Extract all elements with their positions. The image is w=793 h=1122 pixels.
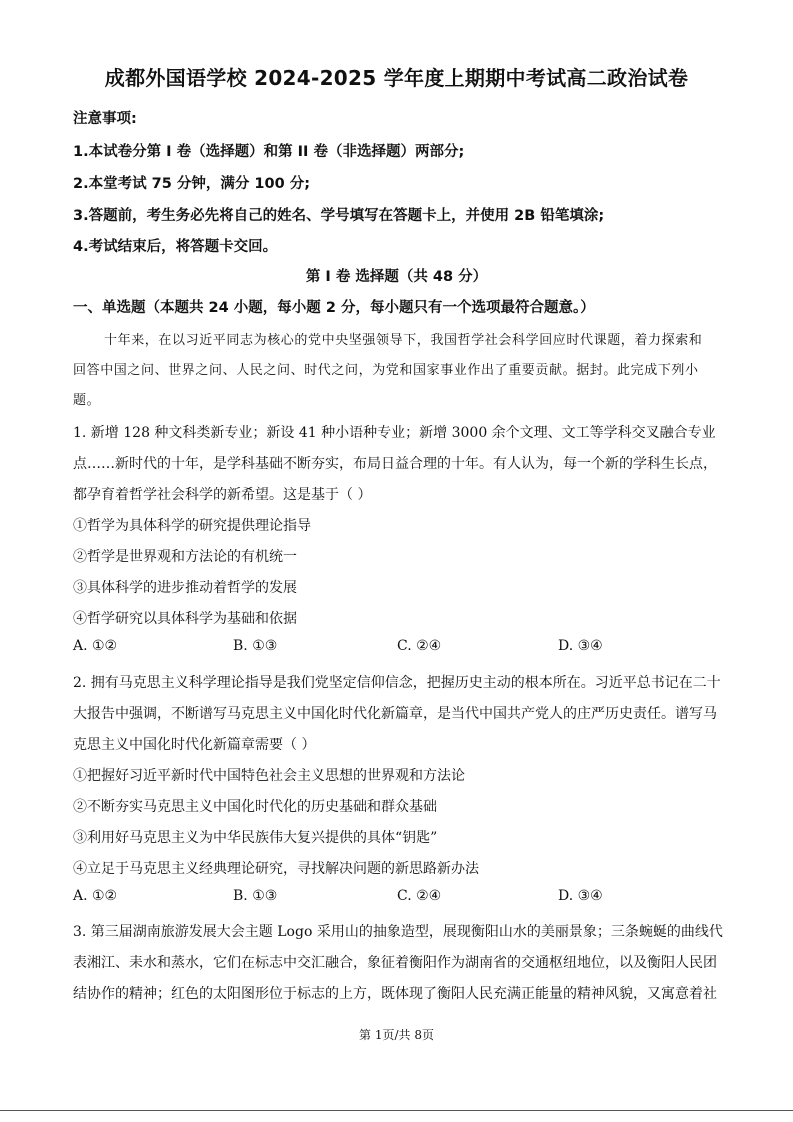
question-2-stem: 克思主义中国化时代化新篇章需要（ ）: [73, 737, 316, 753]
question-3-stem: 结协作的精神；红色的太阳图形位于标志的上方，既体现了衡阳人民充满正能量的精神风貌，又寓意着社: [73, 986, 717, 1002]
question-1-item: ④哲学研究以具体科学为基础和依据: [73, 611, 297, 627]
question-2-stem: 大报告中强调，不断谱写马克思主义中国化时代化新篇章，是当代中国共产党人的庄严历史责任。谱写马: [73, 706, 717, 722]
question-2-item: ④立足于马克思主义经典理论研究，寻找解决问题的新思路新办法: [73, 861, 479, 877]
question-1-stem: 都孕育着哲学社会科学的新希望。这是基于（ ）: [73, 487, 372, 503]
question-1-item: ①哲学为具体科学的研究提供理论指导: [73, 518, 311, 534]
option-a: A. ①②: [73, 888, 118, 904]
question-2-item: ②不断夯实马克思主义中国化时代化的历史基础和群众基础: [73, 799, 437, 815]
notice-item: 3.答题前，考生务必先将自己的姓名、学号填写在答题卡上，并使用 2B 铅笔填涂;: [73, 208, 605, 224]
option-c: C. ②④: [397, 888, 442, 904]
question-2-item: ①把握好习近平新时代中国特色社会主义思想的世界观和方法论: [73, 768, 465, 784]
bottom-rule: [0, 1110, 793, 1111]
section-title: 第 I 卷 选择题（共 48 分）: [305, 269, 488, 285]
notice-item: 2.本堂考试 75 分钟，满分 100 分;: [73, 176, 311, 192]
question-1-stem: 1. 新增 128 种文科类新专业；新设 41 种小语种专业；新增 3000 余个文理、文工等学科交叉融合专业: [73, 425, 716, 441]
question-1-item: ③具体科学的进步推动着哲学的发展: [73, 580, 297, 596]
question-3-stem: 表湘江、耒水和蒸水，它们在标志中交汇融合，象征着衡阳作为湖南省的交通枢纽地位，以及衡阳人民团: [73, 955, 717, 971]
option-d: D. ③④: [558, 638, 603, 654]
notice-item: 4.考试结束后，将答题卡交回。: [73, 239, 278, 255]
intro-line: 回答中国之问、世界之问、人民之问、时代之问，为党和国家事业作出了重要贡献。据封。此完成下列小: [73, 363, 699, 378]
option-b: B. ①③: [233, 888, 278, 904]
notice-item: 1.本试卷分第 I 卷（选择题）和第 II 卷（非选择题）两部分;: [73, 144, 465, 160]
option-a: A. ①②: [73, 638, 118, 654]
question-1-item: ②哲学是世界观和方法论的有机统一: [73, 549, 297, 565]
intro-line: 题。: [73, 393, 101, 408]
question-1-stem: 点……新时代的十年，是学科基础不断夯实，布局日益合理的十年。有人认为，每一个新的学科生长点，: [73, 456, 717, 472]
question-2-stem: 2. 拥有马克思主义科学理论指导是我们党坚定信仰信念，把握历史主动的根本所在。习近平总书记在二十: [73, 675, 721, 691]
intro-line: 十年来，在以习近平同志为核心的党中央坚强领导下，我国哲学社会科学回应时代课题，着力探索和: [104, 333, 703, 348]
page-title: 成都外国语学校 2024-2025 学年度上期期中考试高二政治试卷: [104, 66, 689, 90]
option-c: C. ②④: [397, 638, 442, 654]
question-3-stem: 3. 第三届湖南旅游发展大会主题 Logo 采用山的抽象造型，展现衡阳山水的美丽景象；三条蜿蜒的曲线代: [73, 924, 723, 940]
page-footer: 第 1页/共 8页: [359, 1028, 434, 1042]
notice-heading: 注意事项:: [73, 111, 137, 127]
option-d: D. ③④: [558, 888, 603, 904]
question-2-item: ③利用好马克思主义为中华民族伟大复兴提供的具体“钥匙”: [73, 830, 438, 846]
part-heading: 一、单选题（本题共 24 小题，每小题 2 分，每小题只有一个选项最符合题意。）: [73, 300, 595, 316]
option-b: B. ①③: [233, 638, 278, 654]
